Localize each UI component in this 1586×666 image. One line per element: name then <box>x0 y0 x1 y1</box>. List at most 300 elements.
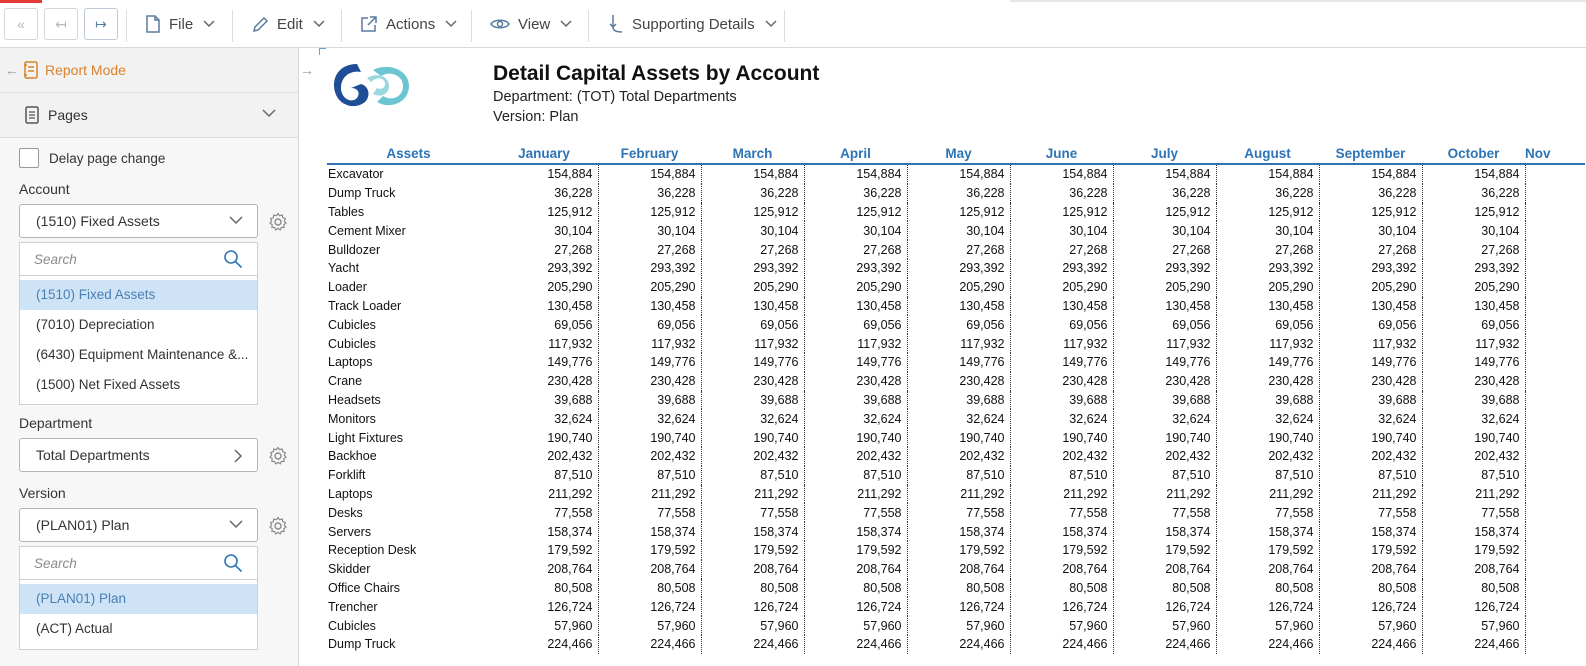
value-cell: 87,510 <box>1422 466 1525 485</box>
value-cell: 202,432 <box>598 447 701 466</box>
value-cell: 57,960 <box>1422 616 1525 635</box>
value-cell: 57,960 <box>1319 616 1422 635</box>
asset-name-cell: Dump Truck <box>328 637 396 652</box>
value-cell: 87,510 <box>598 466 701 485</box>
value-cell: 208,764 <box>490 560 598 579</box>
value-cell: 27,268 <box>1422 240 1525 259</box>
value-cell: 208,764 <box>1010 560 1113 579</box>
table-row <box>327 391 1585 410</box>
value-cell: 87,510 <box>701 466 804 485</box>
file-icon <box>145 15 161 33</box>
value-cell: 130,458 <box>1216 297 1319 316</box>
column-header: July <box>1113 144 1216 164</box>
search-icon[interactable] <box>223 249 243 269</box>
value-cell: 158,374 <box>907 522 1010 541</box>
value-cell: 87,510 <box>1113 466 1216 485</box>
value-cell: 87,510 <box>1319 466 1422 485</box>
asset-name-cell: Bulldozer <box>328 242 381 257</box>
view-menu[interactable] <box>490 8 572 40</box>
overflow-cell <box>1525 503 1585 522</box>
value-cell: 154,884 <box>804 164 907 184</box>
value-cell: 224,466 <box>907 635 1010 654</box>
first-page-icon[interactable]: « <box>4 8 38 40</box>
value-cell: 57,960 <box>804 616 907 635</box>
value-cell: 125,912 <box>1319 203 1422 222</box>
value-cell: 149,776 <box>1422 353 1525 372</box>
top-divider <box>1010 0 1586 2</box>
value-cell: 39,688 <box>490 391 598 410</box>
delay-page-change-checkbox[interactable] <box>19 148 39 168</box>
value-cell: 77,558 <box>907 503 1010 522</box>
value-cell: 208,764 <box>907 560 1010 579</box>
next-page-icon[interactable]: ↦ <box>84 8 118 40</box>
asset-name-cell: Forklift <box>328 468 366 483</box>
value-cell: 69,056 <box>701 315 804 334</box>
value-cell: 27,268 <box>907 240 1010 259</box>
column-header: August <box>1216 144 1319 164</box>
value-cell: 30,104 <box>598 221 701 240</box>
asset-name-cell: Trencher <box>328 599 378 614</box>
table-row <box>327 466 1585 485</box>
collapse-panel-icon[interactable]: → <box>300 62 314 78</box>
pages-panel-header[interactable] <box>0 93 298 138</box>
table-row <box>327 334 1585 353</box>
column-header: March <box>701 144 804 164</box>
value-cell: 230,428 <box>1319 372 1422 391</box>
version-search-input[interactable] <box>20 547 257 580</box>
toolbar-separator <box>471 10 472 42</box>
value-cell: 69,056 <box>1319 315 1422 334</box>
department-label: Department <box>19 415 93 431</box>
value-cell: 125,912 <box>1113 203 1216 222</box>
value-cell: 224,466 <box>1113 635 1216 654</box>
value-cell: 149,776 <box>701 353 804 372</box>
value-cell: 202,432 <box>1010 447 1113 466</box>
value-cell: 125,912 <box>1010 203 1113 222</box>
value-cell: 205,290 <box>701 278 804 297</box>
value-cell: 69,056 <box>1010 315 1113 334</box>
overflow-cell <box>1525 409 1585 428</box>
value-cell: 30,104 <box>490 221 598 240</box>
overflow-cell <box>1525 616 1585 635</box>
pages-label: Pages <box>48 107 88 123</box>
column-header: May <box>907 144 1010 164</box>
value-cell: 230,428 <box>907 372 1010 391</box>
chevron-down-icon[interactable] <box>262 109 276 118</box>
overflow-cell <box>1525 334 1585 353</box>
table-row <box>327 278 1585 297</box>
value-cell: 39,688 <box>907 391 1010 410</box>
account-search-input[interactable] <box>20 243 257 276</box>
value-cell: 27,268 <box>701 240 804 259</box>
value-cell: 230,428 <box>804 372 907 391</box>
value-cell: 149,776 <box>804 353 907 372</box>
chevron-down-icon <box>229 520 243 529</box>
table-row <box>327 447 1585 466</box>
asset-name-cell: Skidder <box>328 562 371 577</box>
value-cell: 158,374 <box>598 522 701 541</box>
value-cell: 211,292 <box>490 485 598 504</box>
account-select[interactable] <box>19 204 258 238</box>
value-cell: 126,724 <box>1216 597 1319 616</box>
department-select[interactable] <box>19 438 258 472</box>
value-cell: 179,592 <box>907 541 1010 560</box>
table-row <box>327 597 1585 616</box>
value-cell: 208,764 <box>1113 560 1216 579</box>
value-cell: 224,466 <box>1422 635 1525 654</box>
value-cell: 190,740 <box>1113 428 1216 447</box>
table-row <box>327 315 1585 334</box>
report-title: Detail Capital Assets by Account <box>493 62 820 85</box>
table-row <box>327 428 1585 447</box>
value-cell: 69,056 <box>490 315 598 334</box>
value-cell: 224,466 <box>1319 635 1422 654</box>
value-cell: 27,268 <box>1010 240 1113 259</box>
account-search-placeholder: Search <box>34 251 77 267</box>
value-cell: 202,432 <box>1319 447 1422 466</box>
value-cell: 57,960 <box>701 616 804 635</box>
edit-menu[interactable] <box>252 8 325 40</box>
value-cell: 117,932 <box>907 334 1010 353</box>
value-cell: 30,104 <box>1113 221 1216 240</box>
supporting-details-menu[interactable] <box>608 8 777 40</box>
value-cell: 87,510 <box>1216 466 1319 485</box>
value-cell: 205,290 <box>1010 278 1113 297</box>
value-cell: 202,432 <box>490 447 598 466</box>
value-cell: 190,740 <box>907 428 1010 447</box>
value-cell: 205,290 <box>1216 278 1319 297</box>
value-cell: 27,268 <box>804 240 907 259</box>
value-cell: 80,508 <box>907 579 1010 598</box>
report-table-body <box>327 164 1585 654</box>
external-link-icon <box>360 15 378 33</box>
value-cell: 126,724 <box>907 597 1010 616</box>
account-option[interactable]: (1500) Net Fixed Assets <box>36 377 181 392</box>
value-cell: 27,268 <box>598 240 701 259</box>
value-cell: 158,374 <box>1319 522 1422 541</box>
account-option[interactable]: (1510) Fixed Assets <box>20 280 257 310</box>
value-cell: 158,374 <box>1010 522 1113 541</box>
overflow-cell <box>1525 635 1585 654</box>
value-cell: 36,228 <box>1216 184 1319 203</box>
value-cell: 57,960 <box>907 616 1010 635</box>
overflow-cell <box>1525 240 1585 259</box>
report-mode-icon <box>23 61 39 79</box>
account-dropdown <box>19 242 258 405</box>
table-row <box>327 635 1585 654</box>
overflow-cell <box>1525 541 1585 560</box>
asset-name-cell: Yacht <box>328 261 360 276</box>
value-cell: 158,374 <box>804 522 907 541</box>
value-cell: 117,932 <box>804 334 907 353</box>
value-cell: 30,104 <box>1422 221 1525 240</box>
value-cell: 32,624 <box>1113 409 1216 428</box>
value-cell: 293,392 <box>598 259 701 278</box>
value-cell: 179,592 <box>804 541 907 560</box>
tab-indicator <box>0 0 42 3</box>
value-cell: 293,392 <box>804 259 907 278</box>
value-cell: 149,776 <box>490 353 598 372</box>
value-cell: 224,466 <box>490 635 598 654</box>
value-cell: 27,268 <box>490 240 598 259</box>
value-cell: 39,688 <box>598 391 701 410</box>
value-cell: 69,056 <box>907 315 1010 334</box>
asset-name-cell: Loader <box>328 280 367 295</box>
overflow-cell <box>1525 353 1585 372</box>
value-cell: 32,624 <box>907 409 1010 428</box>
value-cell: 211,292 <box>907 485 1010 504</box>
value-cell: 36,228 <box>490 184 598 203</box>
value-cell: 205,290 <box>490 278 598 297</box>
edit-label: Edit <box>277 15 303 33</box>
value-cell: 130,458 <box>907 297 1010 316</box>
value-cell: 211,292 <box>1010 485 1113 504</box>
version-dropdown <box>19 546 258 650</box>
value-cell: 230,428 <box>1216 372 1319 391</box>
column-header: February <box>598 144 701 164</box>
version-select[interactable] <box>19 508 258 542</box>
value-cell: 80,508 <box>701 579 804 598</box>
actions-menu[interactable] <box>360 8 457 40</box>
overflow-cell <box>1525 164 1585 184</box>
table-row <box>327 164 1585 184</box>
value-cell: 77,558 <box>701 503 804 522</box>
account-option[interactable]: (7010) Depreciation <box>36 317 155 332</box>
value-cell: 293,392 <box>907 259 1010 278</box>
value-cell: 158,374 <box>1113 522 1216 541</box>
value-cell: 39,688 <box>1216 391 1319 410</box>
value-cell: 77,558 <box>1422 503 1525 522</box>
overflow-cell <box>1525 221 1585 240</box>
overflow-cell <box>1525 522 1585 541</box>
value-cell: 211,292 <box>1422 485 1525 504</box>
actions-label: Actions <box>386 15 436 33</box>
value-cell: 179,592 <box>1010 541 1113 560</box>
gear-icon[interactable] <box>268 516 288 536</box>
value-cell: 149,776 <box>598 353 701 372</box>
value-cell: 32,624 <box>490 409 598 428</box>
overflow-cell <box>1525 372 1585 391</box>
value-cell: 36,228 <box>1319 184 1422 203</box>
value-cell: 77,558 <box>1010 503 1113 522</box>
view-label: View <box>518 15 551 33</box>
value-cell: 154,884 <box>490 164 598 184</box>
asset-name-cell: Desks <box>328 505 363 520</box>
value-cell: 77,558 <box>1113 503 1216 522</box>
value-cell: 32,624 <box>701 409 804 428</box>
value-cell: 208,764 <box>1422 560 1525 579</box>
column-header: Assets <box>327 144 490 164</box>
value-cell: 202,432 <box>1422 447 1525 466</box>
delay-page-change-row[interactable] <box>19 148 165 168</box>
value-cell: 190,740 <box>598 428 701 447</box>
value-cell: 179,592 <box>1319 541 1422 560</box>
value-cell: 230,428 <box>1113 372 1216 391</box>
value-cell: 36,228 <box>907 184 1010 203</box>
overflow-cell <box>1525 579 1585 598</box>
value-cell: 293,392 <box>1113 259 1216 278</box>
value-cell: 125,912 <box>598 203 701 222</box>
value-cell: 32,624 <box>598 409 701 428</box>
value-cell: 117,932 <box>1010 334 1113 353</box>
overflow-cell <box>1525 560 1585 579</box>
value-cell: 32,624 <box>1319 409 1422 428</box>
value-cell: 77,558 <box>804 503 907 522</box>
value-cell: 125,912 <box>907 203 1010 222</box>
table-row <box>327 409 1585 428</box>
value-cell: 126,724 <box>598 597 701 616</box>
file-menu[interactable] <box>145 8 215 40</box>
value-cell: 80,508 <box>1216 579 1319 598</box>
value-cell: 205,290 <box>907 278 1010 297</box>
value-cell: 224,466 <box>598 635 701 654</box>
table-row <box>327 372 1585 391</box>
value-cell: 36,228 <box>598 184 701 203</box>
value-cell: 87,510 <box>490 466 598 485</box>
table-row <box>327 297 1585 316</box>
value-cell: 69,056 <box>1216 315 1319 334</box>
asset-name-cell: Cement Mixer <box>328 223 406 238</box>
account-label: Account <box>19 181 70 197</box>
gear-icon[interactable] <box>268 212 288 232</box>
value-cell: 202,432 <box>701 447 804 466</box>
table-row <box>327 541 1585 560</box>
overflow-cell <box>1525 597 1585 616</box>
eye-icon <box>490 17 510 31</box>
value-cell: 158,374 <box>1422 522 1525 541</box>
value-cell: 293,392 <box>1010 259 1113 278</box>
version-selected-value: (PLAN01) Plan <box>36 517 130 533</box>
value-cell: 202,432 <box>804 447 907 466</box>
report-mode-bar[interactable] <box>0 48 298 93</box>
value-cell: 205,290 <box>1319 278 1422 297</box>
value-cell: 202,432 <box>907 447 1010 466</box>
value-cell: 224,466 <box>701 635 804 654</box>
toolbar-separator <box>588 10 589 42</box>
value-cell: 202,432 <box>1216 447 1319 466</box>
value-cell: 87,510 <box>804 466 907 485</box>
overflow-cell <box>1525 428 1585 447</box>
toolbar <box>0 0 1586 48</box>
overflow-cell <box>1525 203 1585 222</box>
value-cell: 179,592 <box>1113 541 1216 560</box>
value-cell: 230,428 <box>598 372 701 391</box>
value-cell: 224,466 <box>1010 635 1113 654</box>
toolbar-separator <box>341 10 342 42</box>
asset-name-cell: Headsets <box>328 392 381 407</box>
value-cell: 125,912 <box>701 203 804 222</box>
column-header: September <box>1319 144 1422 164</box>
value-cell: 149,776 <box>1113 353 1216 372</box>
report-canvas <box>319 48 1586 666</box>
asset-name-cell: Light Fixtures <box>328 430 404 445</box>
asset-name-cell: Office Chairs <box>328 580 401 595</box>
value-cell: 69,056 <box>804 315 907 334</box>
value-cell: 77,558 <box>1319 503 1422 522</box>
value-cell: 205,290 <box>1422 278 1525 297</box>
value-cell: 293,392 <box>490 259 598 278</box>
version-option[interactable]: (ACT) Actual <box>36 621 113 636</box>
value-cell: 154,884 <box>1010 164 1113 184</box>
value-cell: 149,776 <box>907 353 1010 372</box>
value-cell: 205,290 <box>1113 278 1216 297</box>
asset-name-cell: Servers <box>328 524 372 539</box>
value-cell: 27,268 <box>1113 240 1216 259</box>
table-header-row <box>327 144 1585 164</box>
value-cell: 80,508 <box>490 579 598 598</box>
value-cell: 130,458 <box>490 297 598 316</box>
table-row <box>327 616 1585 635</box>
value-cell: 36,228 <box>1010 184 1113 203</box>
value-cell: 211,292 <box>804 485 907 504</box>
asset-name-cell: Dump Truck <box>328 186 396 201</box>
table-row <box>327 560 1585 579</box>
account-option[interactable]: (6430) Equipment Maintenance &... <box>36 347 249 362</box>
value-cell: 27,268 <box>1216 240 1319 259</box>
column-header: January <box>490 144 598 164</box>
version-search-placeholder: Search <box>34 555 77 571</box>
gear-icon[interactable] <box>268 446 288 466</box>
value-cell: 57,960 <box>598 616 701 635</box>
value-cell: 208,764 <box>1319 560 1422 579</box>
value-cell: 30,104 <box>804 221 907 240</box>
value-cell: 130,458 <box>1319 297 1422 316</box>
version-label: Version <box>19 485 66 501</box>
pages-icon <box>24 106 40 124</box>
value-cell: 208,764 <box>701 560 804 579</box>
chevron-down-icon <box>560 20 572 28</box>
asset-name-cell: Track Loader <box>328 298 402 313</box>
arrow-left-icon[interactable]: ← <box>5 62 19 78</box>
value-cell: 205,290 <box>598 278 701 297</box>
value-cell: 130,458 <box>1422 297 1525 316</box>
overflow-cell <box>1525 297 1585 316</box>
value-cell: 36,228 <box>1422 184 1525 203</box>
value-cell: 190,740 <box>804 428 907 447</box>
value-cell: 179,592 <box>598 541 701 560</box>
value-cell: 158,374 <box>701 522 804 541</box>
value-cell: 130,458 <box>598 297 701 316</box>
value-cell: 158,374 <box>490 522 598 541</box>
value-cell: 224,466 <box>1216 635 1319 654</box>
value-cell: 293,392 <box>701 259 804 278</box>
value-cell: 39,688 <box>1422 391 1525 410</box>
value-cell: 32,624 <box>804 409 907 428</box>
value-cell: 154,884 <box>701 164 804 184</box>
value-cell: 190,740 <box>1319 428 1422 447</box>
value-cell: 211,292 <box>1216 485 1319 504</box>
value-cell: 125,912 <box>490 203 598 222</box>
value-cell: 32,624 <box>1422 409 1525 428</box>
value-cell: 117,932 <box>490 334 598 353</box>
value-cell: 30,104 <box>1010 221 1113 240</box>
value-cell: 208,764 <box>598 560 701 579</box>
value-cell: 179,592 <box>490 541 598 560</box>
asset-name-cell: Reception Desk <box>328 543 417 558</box>
value-cell: 32,624 <box>1010 409 1113 428</box>
previous-page-icon[interactable]: ↤ <box>44 8 78 40</box>
value-cell: 117,932 <box>1216 334 1319 353</box>
version-option[interactable]: (PLAN01) Plan <box>20 584 257 614</box>
value-cell: 230,428 <box>490 372 598 391</box>
asset-name-cell: Backhoe <box>328 449 377 464</box>
value-cell: 32,624 <box>1216 409 1319 428</box>
value-cell: 126,724 <box>701 597 804 616</box>
table-row <box>327 184 1585 203</box>
search-icon[interactable] <box>223 553 243 573</box>
value-cell: 190,740 <box>490 428 598 447</box>
asset-name-cell: Crane <box>328 374 363 389</box>
